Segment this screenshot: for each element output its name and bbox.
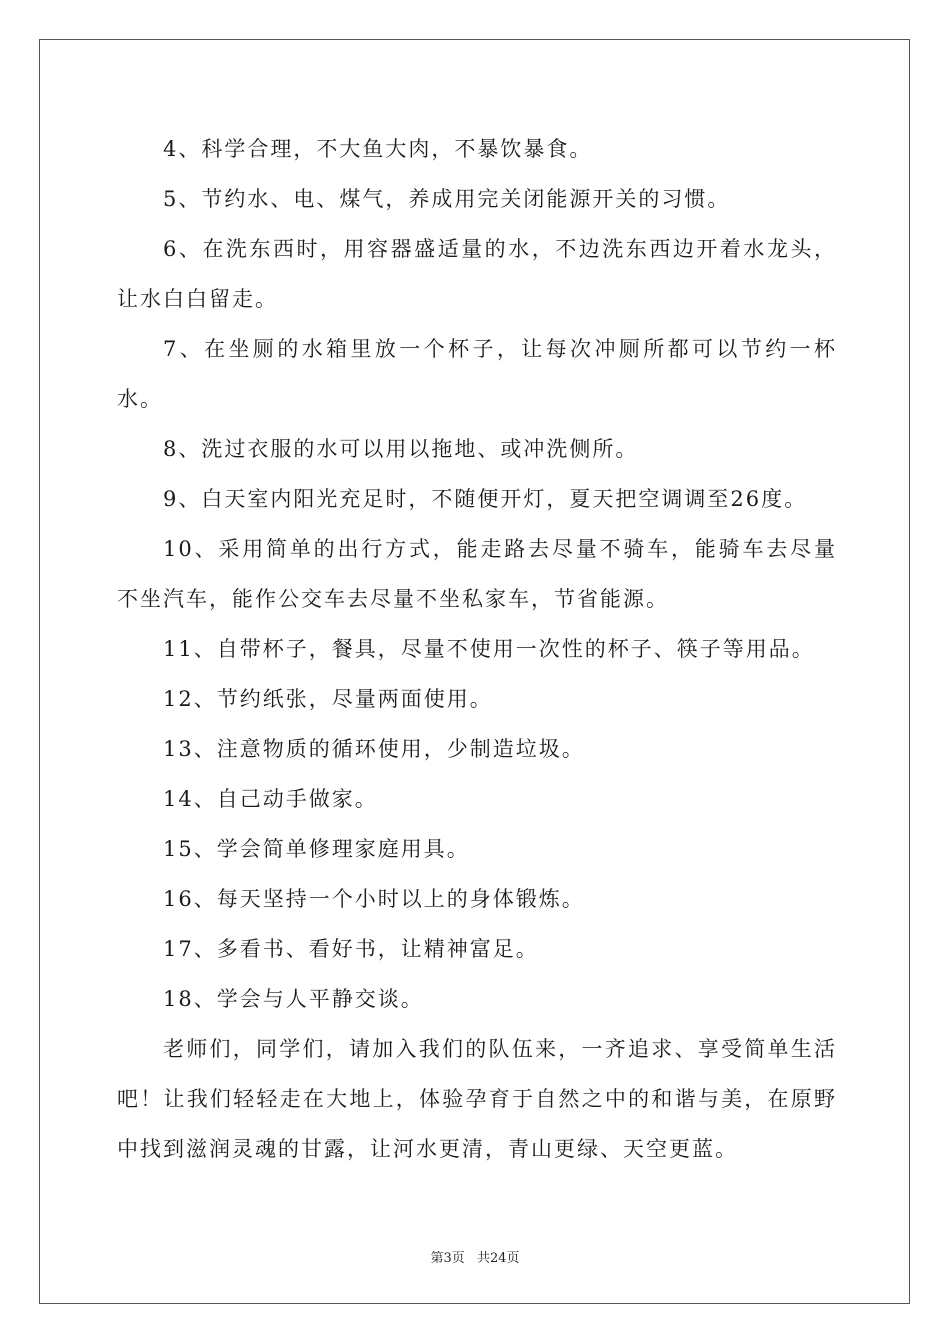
list-item-14: 14、自己动手做家。 — [163, 787, 378, 811]
closing-paragraph: 老师们，同学们，请加入我们的队伍来，一齐追求、享受简单生活吧！让我们轻轻走在大地上，体验孕育于自然之中的和谐与美，在原野中找到滋润灵魂的甘露，让河水更清，青山更绿、天空更蓝。 — [117, 1037, 837, 1161]
list-item-13: 13、注意物质的循环使用，少制造垃圾。 — [163, 737, 585, 761]
list-item-18: 18、学会与人平静交谈。 — [163, 987, 424, 1011]
page-number: 第3页 — [430, 1251, 465, 1266]
document-body — [117, 124, 837, 1174]
list-item-12: 12、节约纸张，尽量两面使用。 — [163, 687, 493, 711]
list-item-11: 11、自带杯子，餐具，尽量不使用一次性的杯子、筷子等用品。 — [163, 637, 815, 661]
list-item-5: 5、节约水、电、煤气，养成用完关闭能源开关的习惯。 — [163, 187, 731, 211]
list-item-7: 7、在坐厕的水箱里放一个杯子，让每次冲厕所都可以节约一杯水。 — [117, 337, 837, 411]
list-item-9: 9、白天室内阳光充足时，不随便开灯，夏天把空调调至26度。 — [163, 487, 808, 511]
list-item-17: 17、多看书、看好书，让精神富足。 — [163, 937, 539, 961]
list-item-16: 16、每天坚持一个小时以上的身体锻炼。 — [163, 887, 585, 911]
list-item-6: 6、在洗东西时，用容器盛适量的水，不边洗东西边开着水龙头，让水白白留走。 — [117, 237, 837, 311]
list-item-10: 10、采用简单的出行方式，能走路去尽量不骑车，能骑车去尽量不坐汽车，能作公交车去尽量不坐私家车，节省能源。 — [117, 537, 837, 611]
list-item-15: 15、学会简单修理家庭用具。 — [163, 837, 470, 861]
list-item-4: 4、科学合理，不大鱼大肉，不暴饮暴食。 — [163, 137, 593, 161]
page-total: 共24页 — [476, 1251, 520, 1266]
page-footer — [0, 1247, 950, 1266]
list-item-8: 8、洗过衣服的水可以用以拖地、或冲洗侧所。 — [163, 437, 639, 461]
